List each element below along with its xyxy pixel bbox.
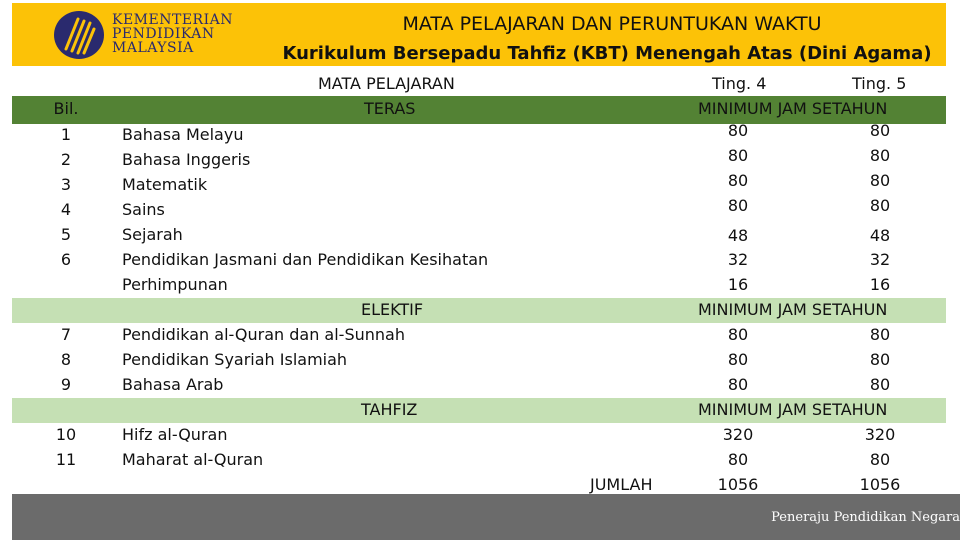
row-8-t5: 80 bbox=[869, 350, 891, 369]
row-6-t4: 32 bbox=[727, 250, 749, 269]
row-1-subject: Bahasa Melayu bbox=[122, 125, 244, 144]
minimum-hours-teras: MINIMUM JAM SETAHUN bbox=[698, 99, 888, 118]
row-3-t5: 80 bbox=[869, 171, 891, 190]
section-elektif: ELEKTIF bbox=[361, 300, 424, 319]
row-11-subject: Maharat al-Quran bbox=[122, 450, 264, 469]
logo-line-2: PENDIDIKAN bbox=[112, 26, 215, 42]
row-9-subject: Bahasa Arab bbox=[122, 375, 224, 394]
row-1-bil: 1 bbox=[60, 125, 72, 144]
footer-tagline: Peneraju Pendidikan Negara bbox=[771, 510, 960, 525]
row-10-bil: 10 bbox=[55, 425, 77, 444]
row-7-t4: 80 bbox=[727, 325, 749, 344]
ting5-column-header: Ting. 5 bbox=[852, 74, 907, 93]
row-1-t5: 80 bbox=[869, 121, 891, 140]
row-9-t4: 80 bbox=[727, 375, 749, 394]
row-10-t4: 320 bbox=[722, 425, 754, 444]
row-5-t4: 48 bbox=[727, 226, 749, 245]
row-11-bil: 11 bbox=[55, 450, 77, 469]
row-6-bil: 6 bbox=[60, 250, 72, 269]
total-label: JUMLAH bbox=[590, 475, 653, 494]
row-4-subject: Sains bbox=[122, 200, 165, 219]
row-3-bil: 3 bbox=[60, 175, 72, 194]
row-7-subject: Pendidikan al-Quran dan al-Sunnah bbox=[122, 325, 405, 344]
left-edge bbox=[0, 0, 12, 540]
row-7-t5: 80 bbox=[869, 325, 891, 344]
row-6-t5: 32 bbox=[869, 250, 891, 269]
row-1-t4: 80 bbox=[727, 121, 749, 140]
minimum-hours-elektif: MINIMUM JAM SETAHUN bbox=[698, 300, 888, 319]
row-perhimpunan-t4: 16 bbox=[727, 275, 749, 294]
row-11-t5: 80 bbox=[869, 450, 891, 469]
page-subtitle: Kurikulum Bersepadu Tahfiz (KBT) Menengah Atas (Dini Agama) bbox=[282, 43, 932, 64]
minimum-hours-tahfiz: MINIMUM JAM SETAHUN bbox=[698, 400, 888, 419]
row-2-bil: 2 bbox=[60, 150, 72, 169]
row-2-t5: 80 bbox=[869, 146, 891, 165]
row-10-t5: 320 bbox=[864, 425, 896, 444]
ministry-emblem-icon bbox=[52, 9, 106, 61]
row-8-t4: 80 bbox=[727, 350, 749, 369]
row-perhimpunan-subject: Perhimpunan bbox=[122, 275, 228, 294]
ting4-column-header: Ting. 4 bbox=[712, 74, 767, 93]
ministry-logo-text bbox=[112, 13, 233, 55]
row-5-t5: 48 bbox=[869, 226, 891, 245]
row-3-subject: Matematik bbox=[122, 175, 208, 194]
row-5-subject: Sejarah bbox=[122, 225, 183, 244]
row-5-bil: 5 bbox=[60, 225, 72, 244]
row-6-subject: Pendidikan Jasmani dan Pendidikan Kesihatan bbox=[122, 250, 489, 269]
header-banner bbox=[12, 3, 946, 66]
row-10-subject: Hifz al-Quran bbox=[122, 425, 228, 444]
row-8-bil: 8 bbox=[60, 350, 72, 369]
footer-bar bbox=[12, 494, 960, 540]
ministry-logo bbox=[52, 9, 252, 61]
page-title: MATA PELAJARAN DAN PERUNTUKAN WAKTU bbox=[402, 13, 822, 35]
row-3-t4: 80 bbox=[727, 171, 749, 190]
row-4-t5: 80 bbox=[869, 196, 891, 215]
row-9-bil: 9 bbox=[60, 375, 72, 394]
total-t4: 1056 bbox=[717, 475, 759, 494]
row-7-bil: 7 bbox=[60, 325, 72, 344]
row-perhimpunan-t5: 16 bbox=[869, 275, 891, 294]
row-2-t4: 80 bbox=[727, 146, 749, 165]
logo-line-1: KEMENTERIAN bbox=[112, 12, 233, 28]
row-11-t4: 80 bbox=[727, 450, 749, 469]
section-tahfiz: TAHFIZ bbox=[361, 400, 418, 419]
subject-column-header: MATA PELAJARAN bbox=[318, 74, 455, 93]
row-4-t4: 80 bbox=[727, 196, 749, 215]
row-9-t5: 80 bbox=[869, 375, 891, 394]
section-teras: TERAS bbox=[364, 99, 416, 118]
total-t5: 1056 bbox=[859, 475, 901, 494]
row-8-subject: Pendidikan Syariah Islamiah bbox=[122, 350, 348, 369]
row-2-subject: Bahasa Inggeris bbox=[122, 150, 251, 169]
row-4-bil: 4 bbox=[60, 200, 72, 219]
logo-line-3: MALAYSIA bbox=[112, 40, 194, 56]
bil-column-header: Bil. bbox=[53, 99, 79, 118]
